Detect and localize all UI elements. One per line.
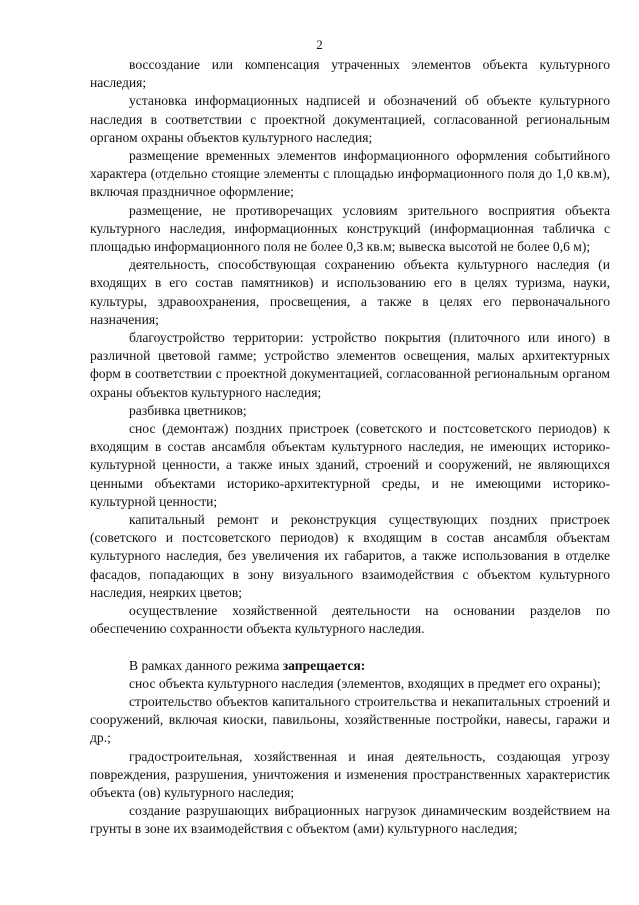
paragraph-temporary-elements: размещение временных элементов информационного оформления событийного характера (отдельно стоящие элементы с площадью информационного поля до 1,0 кв.м), включая праздничное оформление; (90, 148, 610, 200)
paragraph-preservation-activity: деятельность, способствующая сохранению объекта культурного наследия (и входящих в его состав памятников) и использованию его в целях туризма, науки, культуры, здравоохранения, просвещения, а также в целях его первоначального назначения; (90, 257, 610, 327)
prohibited-intro-bold: запрещается: (282, 657, 366, 673)
paragraph-no-demolition: снос объекта культурного наследия (элементов, входящих в предмет его охраны); (129, 675, 601, 691)
page-number: 2 (316, 37, 323, 52)
prohibited-intro-text: В рамках данного режима (129, 657, 283, 673)
section-spacer (90, 639, 610, 657)
paragraph-economic-activity: осуществление хозяйственной деятельности на основании разделов по обеспечению сохранности объекта культурного наследия. (90, 603, 610, 637)
permitted-list (90, 56, 610, 639)
paragraph-demolition: снос (демонтаж) поздних пристроек (советского и постсоветского периодов) к входящим в состав ансамбля объектам культурного наследия, не имеющих историко-культурной ценности, а также иных зданий, строений и сооружений, не являющихся ценными объектами историко-архитектурной среды, и не имеющими историко-культурной ценности; (90, 421, 610, 509)
paragraph-renovation: капитальный ремонт и реконструкция существующих поздних пристроек (советского и постсоветского периодов) к входящим в состав ансамбля объектам культурного наследия, без увеличения их габаритов, а также использования в отделке фасадов, попадающих в зону визуального взаимодействия с объектом культурного наследия, неярких цветов; (90, 512, 610, 600)
paragraph-info-structures: размещение, не противоречащих условиям зрительного восприятия объекта культурного наследия, информационных конструкций (информационная табличка с площадью информационного поля не более 0,3 кв.м; вывеска высотой не более 0,6 м); (90, 202, 610, 255)
paragraph-no-construction: строительство объектов капитального строительства и некапитальных строений и сооружений, включая киоски, павильоны, хозяйственные постройки, навесы, гаражи и др.; (90, 693, 610, 746)
paragraph-no-harmful-activity: градостроительная, хозяйственная и иная деятельность, создающая угрозу повреждения, разрушения, уничтожения и изменения пространственных характеристик объекта (ов) культурного наследия; (90, 748, 610, 800)
paragraph-landscaping: благоустройство территории: устройство покрытия (плиточного или иного) в различной цветовой гамме; устройство элементов освещения, малых архитектурных форм в соответствии с проектной документацией, согласованной региональным органом охраны объектов культурного наследия; (90, 330, 610, 400)
paragraph-reconstruction: воссоздание или компенсация утраченных элементов объекта культурного наследия; (90, 57, 610, 91)
prohibited-intro (90, 657, 610, 675)
paragraph-flowerbeds: разбивка цветников; (129, 402, 247, 418)
prohibited-section (90, 657, 610, 839)
document-body (90, 56, 610, 839)
paragraph-info-signs: установка информационных надписей и обозначений об объекте культурного наследия в соответствии с проектной документацией, согласованной региональным органом охраны объектов культурного наследия; (90, 93, 610, 145)
paragraph-no-vibration: создание разрушающих вибрационных нагрузок динамическим воздействием на грунты в зоне их взаимодействия с объектом (ами) культурного наследия; (90, 803, 610, 837)
